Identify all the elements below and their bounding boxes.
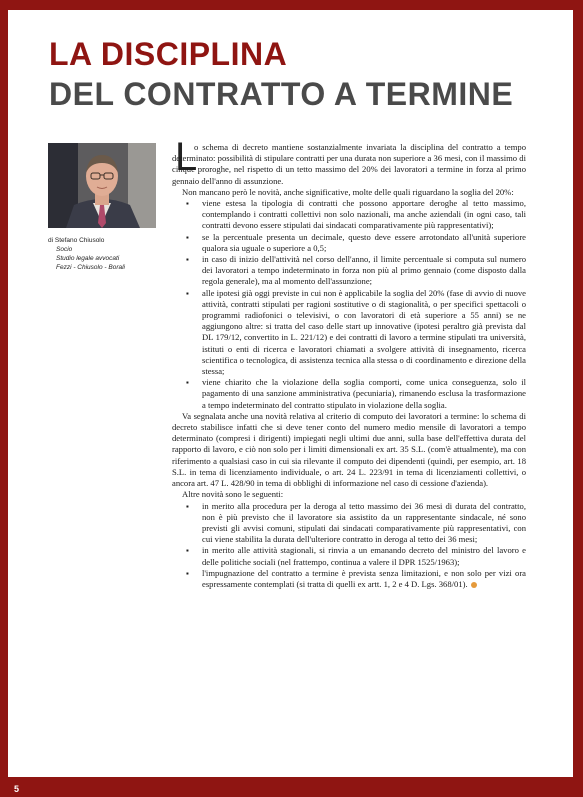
novelties-intro: Non mancano però le novità, anche significative, molte delle quali riguardano la soglia del 20%: bbox=[182, 186, 514, 197]
author-name: di Stefano Chiusolo bbox=[48, 237, 105, 244]
end-of-article-marker bbox=[471, 582, 477, 588]
last-item-text: l'impugnazione del contratto a termine è prevista senza limitazioni, e non solo per vizi ora espressamente contemplati (si tratta di quelli ex artt. 1, 2 e 4 D. Lgs. 368/01). bbox=[202, 567, 526, 589]
intro-paragraph bbox=[172, 142, 526, 187]
computation-paragraph: Va segnalata anche una novità relativa al criterio di computo dei lavoratori a termine: lo schema di decreto stabilisce infatti che si deve tener conto del numero medio mensile di lavoratori a tempo determinato (compresi i dirigenti) impiegati negli ultimi due anni, sulla base dell'effettiva durata del rapporto di lavoro, e ciò non solo per i limiti dimensionali ex art. 35 S.L. (com'è attualmente), ma con riferimento a qualsiasi caso in cui sia rilevante il computo dei dipendenti (quindi, per esempio, art. 18 S.L. in tema di licenziamento individuale, o art. 24 L. 223/91 in tema di licenziamenti collettivi, o ancora art. 47 L. 428/90 in tema di obblighi di informazione nel caso di cessione d'azienda). bbox=[172, 410, 526, 489]
intro-text: o schema di decreto mantiene sostanzialmente invariata la disciplina del contratto a tempo determinato: possibilità di stipulare contratti per una durata non superiore a 36 mesi, con il massimo di cinque proroghe, nel rispetto di un tetto massimo del 20% dei lavoratori a termine in forza al primo gennaio dell'anno di assunzione. bbox=[172, 142, 526, 186]
list-item: ▪ in merito alle attività stagionali, si rinvia a un emanando decreto del ministro del lavoro e delle politiche sociali (nel frattempo, continua a valere il DPR 1525/1963); bbox=[172, 545, 526, 567]
list-item: ▪ in caso di inizio dell'attività nel corso dell'anno, il limite percentuale si computa sul numero dei lavoratori a tempo indeterminato in forza non più al primo gennaio (come disposto dalla regola generale), ma al momento dell'assunzione; bbox=[172, 254, 526, 288]
novelties-list bbox=[172, 198, 526, 411]
author-role: Socio bbox=[56, 246, 73, 253]
list-item: ▪ viene chiarito che la violazione della soglia comporti, come unica conseguenza, solo il pagamento di una sanzione amministrativa (pecuniaria), rimanendo esclusa la trasformazione a tempo indeterminato del contratto stipulato in violazione della soglia. bbox=[172, 377, 526, 411]
author-firm-line-2: Fezzi - Chiusolo - Borali bbox=[56, 264, 125, 271]
drop-cap: L bbox=[175, 135, 198, 179]
title-line-2: DEL CONTRATTO A TERMINE bbox=[49, 76, 514, 112]
list-item: ▪ viene estesa la tipologia di contratti che possono apportare deroghe al tetto massimo, contemplando i contratti collettivi non solo nazionali, ma anche aziendali (in ogni caso, tali contratti devono essere stipulati dai sindacati comparativamente più rappresentativi); bbox=[172, 198, 526, 232]
list-item bbox=[172, 568, 526, 590]
page-number: 5 bbox=[14, 784, 20, 794]
list-item: ▪ in merito alla procedura per la deroga al tetto massimo dei 36 mesi di durata del contratto, non è più previsto che il lavoratore sia assistito da un rappresentante sindacale, né sono previsti gli avvisi comuni, stipulati dai sindacati comparativamente più rappresentativi, con cui viene stabilita la durata dell'ulteriore contratto in deroga al tetto dei 36 mesi; bbox=[172, 501, 526, 546]
other-novelties-intro: Altre novità sono le seguenti: bbox=[182, 489, 284, 500]
author-firm-line-1: Studio legale avvocati bbox=[56, 255, 120, 262]
article-body bbox=[172, 142, 526, 590]
author-portrait-image bbox=[48, 143, 156, 228]
author-byline bbox=[48, 236, 168, 272]
other-novelties-list bbox=[172, 501, 526, 591]
list-item: ▪ alle ipotesi già oggi previste in cui non è applicabile la soglia del 20% (fase di avvio di nuove attività, contratti stipulati per ragioni sostitutive o di stagionalità, o per specifici spettacoli o programmi radiofonici o televisivi, o con lavoratori di età superiore a 55 anni) se ne aggiungono altre: si tratta del caso delle start up innovative (ipotesi peraltro già prevista dal DL 179/12, convertito in L. 221/12) e dei contratti di lavoro a termine stipulati tra università, istituti o enti di ricerca e lavoratori chiamati a svolgere attività di insegnamento, ricerca scientifica o tecnologica, di assistenza tecnica alla stessa o di coordinamento e direzione della stessa; bbox=[172, 288, 526, 378]
list-item: ▪ se la percentuale presenta un decimale, questo deve essere arrotondato all'unità superiore qualora sia uguale o superiore a 0,5; bbox=[172, 232, 526, 254]
author-photo bbox=[48, 143, 156, 228]
title-line-1: LA DISCIPLINA bbox=[49, 36, 288, 72]
